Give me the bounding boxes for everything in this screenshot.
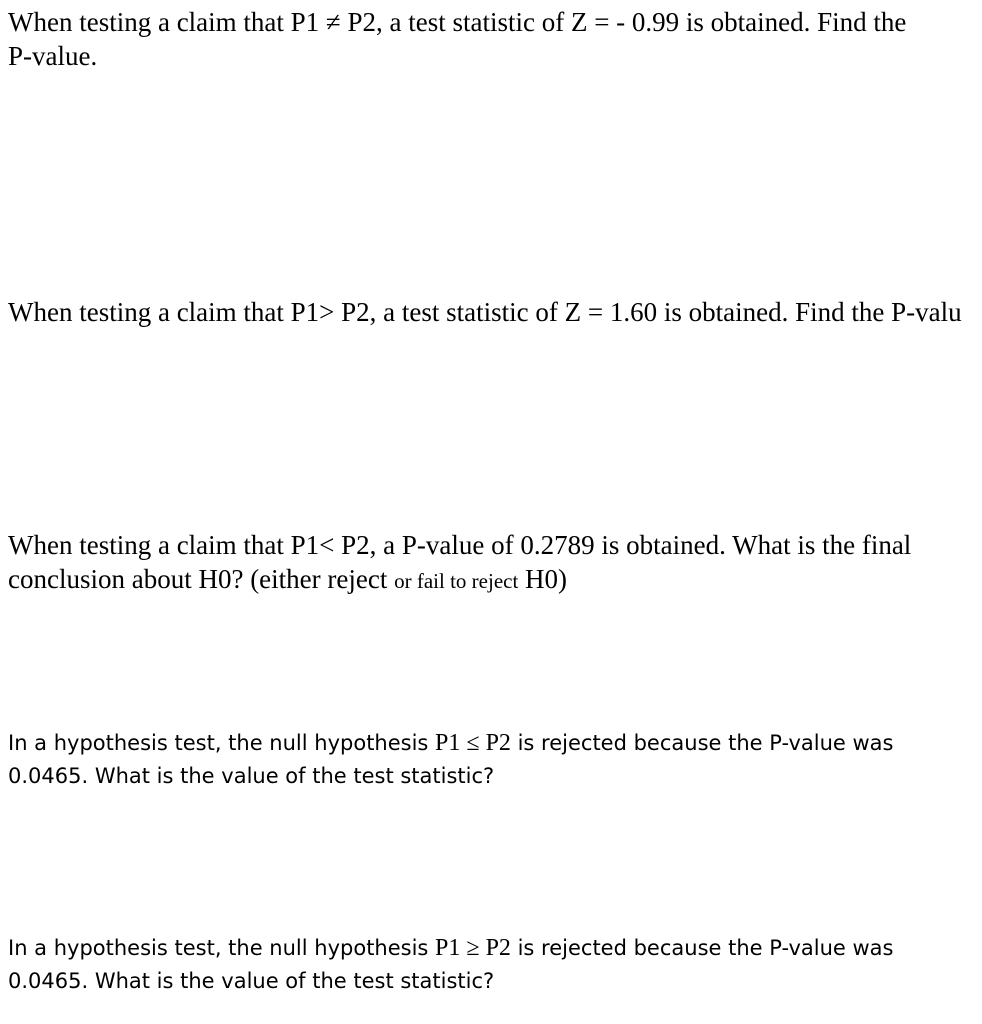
- question-3-line-2: [8, 562, 911, 598]
- question-3: [8, 528, 911, 598]
- question-4-line-1-start: In a hypothesis test, the null hypothesis: [8, 731, 436, 755]
- question-1-line-1: When testing a claim that P1 ≠ P2, a test statistic of Z = - 0.99 is obtained. Find the: [8, 7, 907, 37]
- question-4-line-2: 0.0465. What is the value of the test statistic?: [8, 764, 495, 788]
- question-4-line-1-end: is rejected because the P-value was: [510, 731, 894, 755]
- question-3-line-2-small: or fail to reject: [394, 569, 519, 593]
- question-5-line-1-end: is rejected because the P-value was: [510, 936, 894, 960]
- question-1-line-2: P-value.: [8, 41, 98, 71]
- question-1: [8, 5, 906, 73]
- question-2-line-1: When testing a claim that P1> P2, a test statistic of Z = 1.60 is obtained. Find the P-valu: [8, 297, 962, 327]
- question-4: [8, 727, 894, 793]
- question-5-line-2: 0.0465. What is the value of the test statistic?: [8, 969, 495, 993]
- question-4-math: P1 ≤ P2: [435, 730, 511, 756]
- question-5-math: P1 ≥ P2: [435, 935, 511, 961]
- question-5-line-1: [8, 932, 894, 965]
- question-2: [8, 295, 962, 329]
- question-4-line-1: [8, 727, 894, 760]
- question-3-line-2-end: H0): [518, 564, 568, 594]
- question-3-line-2-start: conclusion about H0? (either reject: [8, 564, 395, 594]
- question-5-line-1-start: In a hypothesis test, the null hypothesis: [8, 936, 436, 960]
- question-5: [8, 932, 894, 998]
- question-3-line-1: When testing a claim that P1< P2, a P-value of 0.2789 is obtained. What is the final: [8, 530, 912, 560]
